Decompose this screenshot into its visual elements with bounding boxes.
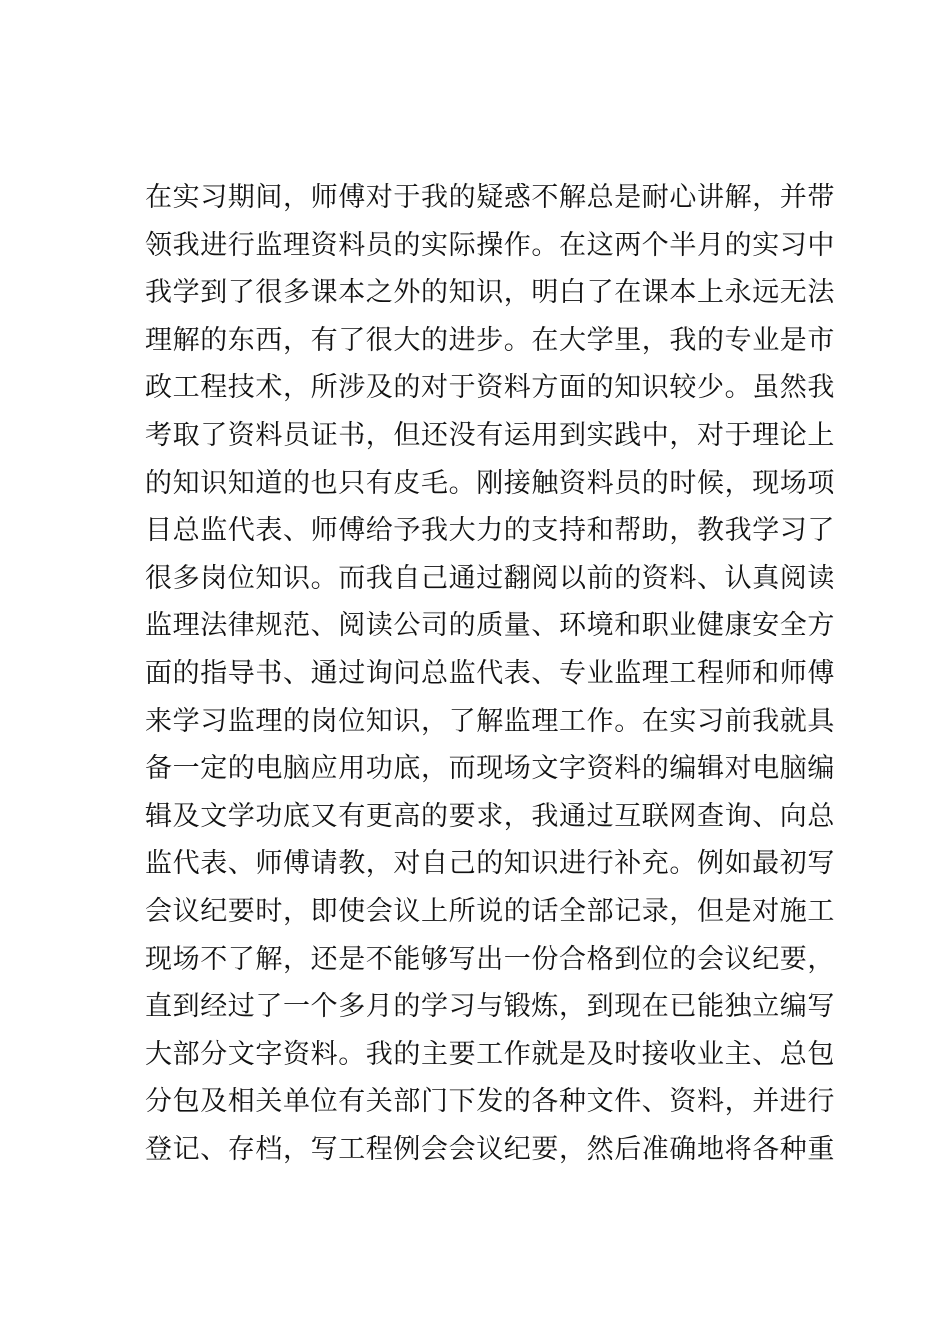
text-line: 很多岗位知识。而我自己通过翻阅以前的资料、认真阅读 [145, 562, 835, 594]
text-line: 直到经过了一个多月的学习与锻炼，到现在已能独立编写 [145, 991, 835, 1023]
text-line: 备一定的电脑应用功底，而现场文字资料的编辑对电脑编 [145, 753, 835, 785]
text-line: 监代表、师傅请教，对自己的知识进行补充。例如最初写 [145, 848, 835, 880]
text-line: 登记、存档，写工程例会会议纪要，然后准确地将各种重 [145, 1133, 835, 1165]
text-line: 面的指导书、通过询问总监代表、专业监理工程师和师傅 [145, 657, 835, 689]
text-line: 辑及文学功底又有更高的要求，我通过互联网查询、向总 [145, 800, 835, 832]
text-line: 考取了资料员证书，但还没有运用到实践中，对于理论上 [145, 419, 835, 451]
text-line: 理解的东西，有了很大的进步。在大学里，我的专业是市 [145, 324, 835, 356]
text-line: 分包及相关单位有关部门下发的各种文件、资料，并进行 [145, 1086, 835, 1118]
text-line: 监理法律规范、阅读公司的质量、环境和职业健康安全方 [145, 610, 835, 642]
text-line: 政工程技术，所涉及的对于资料方面的知识较少。虽然我 [145, 372, 835, 404]
text-line: 来学习监理的岗位知识，了解监理工作。在实习前我就具 [145, 705, 835, 737]
text-line: 的知识知道的也只有皮毛。刚接触资料员的时候，现场项 [145, 467, 835, 499]
text-line: 大部分文字资料。我的主要工作就是及时接收业主、总包 [145, 1038, 835, 1070]
text-line: 现场不了解，还是不能够写出一份合格到位的会议纪要， [145, 943, 835, 975]
text-line: 领我进行监理资料员的实际操作。在这两个半月的实习中 [145, 229, 835, 261]
text-line: 目总监代表、师傅给予我大力的支持和帮助，教我学习了 [145, 515, 835, 547]
text-line: 会议纪要时，即使会议上所说的话全部记录，但是对施工 [145, 895, 835, 927]
body-paragraph [145, 174, 835, 1173]
text-line: 在实习期间，师傅对于我的疑惑不解总是耐心讲解，并带 [145, 182, 835, 213]
text-line: 我学到了很多课本之外的知识，明白了在课本上永远无法 [145, 277, 835, 309]
